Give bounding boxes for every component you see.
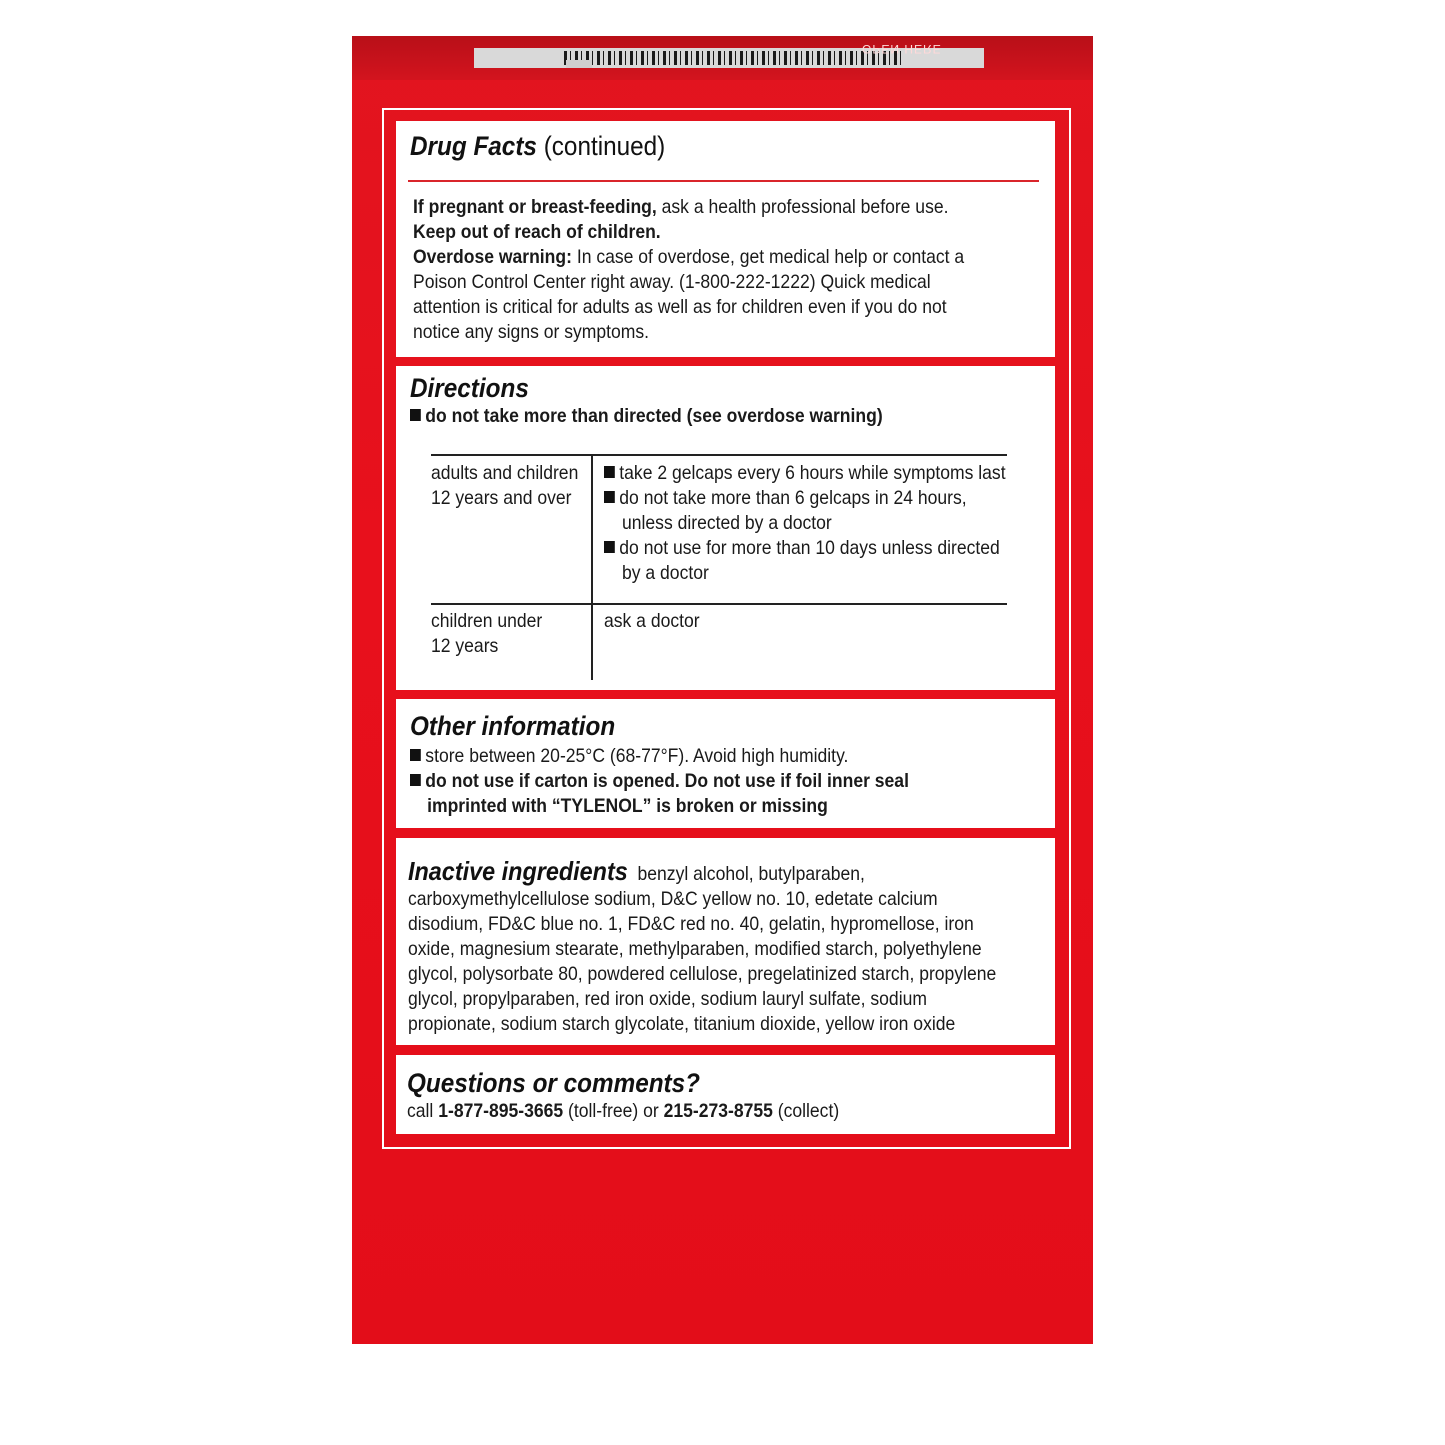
drug-facts-title: Drug Facts (continued) xyxy=(410,131,666,161)
questions-panel xyxy=(396,1055,1055,1134)
directions-lead: do not take more than directed (see overdose warning) xyxy=(410,404,883,429)
title-rule xyxy=(408,180,1039,182)
overdose-warning: Overdose warning: In case of overdose, get medical help or contact a Poison Control Center right away. (1-800-222-1222) Quick medical attention is critical for adults as well as for children even if you do not notice any signs or symptoms. xyxy=(413,246,965,343)
other-information-title: Other information xyxy=(410,711,616,741)
inactive-ingredients-text: Inactive ingredients benzyl alcohol, butylparaben, carboxymethylcellulose sodium, D&C yellow no. 10, edetate calcium disodium, FD&C blue no. 1, FD&C red no. 40, gelatin, hypromellose, iron oxide, magnesium stearate, methylparaben, modified starch, polyethylene glycol, polysorbate 80, powdered cellulose, pregelatinized starch, propylene glycol, propylparaben, red iron oxide, sodium lauryl sulfate, sodium propionate, sodium starch glycolate, titanium dioxide, yellow iron oxide xyxy=(408,856,997,1035)
collect-phone: 215-273-8755 xyxy=(663,1100,773,1122)
row-children-value: ask a doctor xyxy=(604,610,700,632)
bullet-square-icon xyxy=(410,409,421,421)
barcode xyxy=(564,51,904,65)
questions-contact: call 1-877-895-3665 (toll-free) or 215-273-8755 (collect) xyxy=(407,1100,840,1122)
toll-free-phone: 1-877-895-3665 xyxy=(438,1100,564,1122)
bullet-square-icon xyxy=(410,749,421,761)
label-tag xyxy=(566,60,592,68)
seal-warning-item: do not use if carton is opened. Do not use if foil inner seal imprinted with “TYLENOL” is broken or missing xyxy=(410,769,909,819)
inactive-ingredients-title: Inactive ingredients xyxy=(408,856,628,886)
drug-facts-panel xyxy=(396,121,1055,357)
mirrored-flap-text: OPEN HERE xyxy=(862,42,942,56)
directions-title: Directions xyxy=(410,373,529,403)
inactive-ingredients-panel xyxy=(396,838,1055,1045)
row-children-label: children under 12 years xyxy=(431,610,543,657)
row-adults-dosing: take 2 gelcaps every 6 hours while symptoms last do not take more than 6 gelcaps in 24 hours, unless directed by a doctor do not use for more than 10 days unless directed by a doctor xyxy=(604,461,1006,586)
directions-panel xyxy=(396,366,1055,690)
other-information-panel xyxy=(396,699,1055,828)
table-divider xyxy=(591,454,593,680)
bullet-square-icon xyxy=(604,466,615,478)
storage-item: store between 20-25°C (68-77°F). Avoid high humidity. xyxy=(410,744,848,769)
keep-out-warning: Keep out of reach of children. xyxy=(413,221,661,243)
table-top-rule xyxy=(431,454,1007,456)
bullet-square-icon xyxy=(410,774,421,786)
carton-top-flap xyxy=(352,36,1093,80)
bullet-square-icon xyxy=(604,541,615,553)
pregnancy-warning: If pregnant or breast-feeding, ask a health professional before use. xyxy=(413,196,949,218)
table-row-rule xyxy=(431,603,1007,605)
row-adults-label: adults and children 12 years and over xyxy=(431,462,579,509)
bullet-square-icon xyxy=(604,491,615,503)
questions-title: Questions or comments? xyxy=(407,1068,701,1098)
